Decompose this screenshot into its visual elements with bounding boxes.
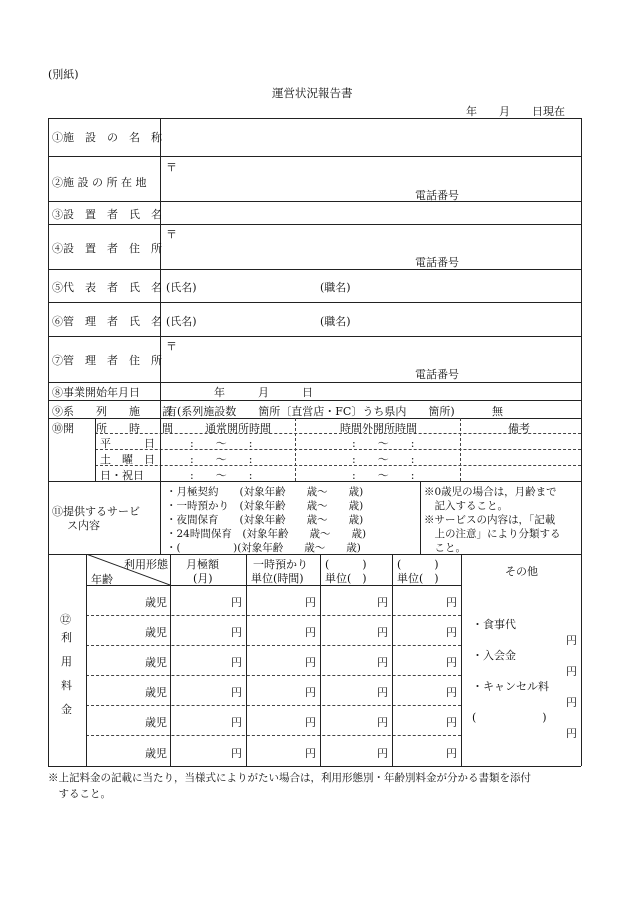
hline	[48, 224, 581, 225]
yen: 円	[377, 626, 388, 639]
phone-label: 電話番号	[415, 189, 459, 202]
fee-header: ( )	[325, 558, 367, 571]
diag-header-top: 利用形態	[124, 558, 168, 571]
age-unit: 歳児	[145, 686, 167, 699]
other-item-meal: ・食事代	[472, 618, 516, 631]
fees-label-char: 利	[61, 631, 72, 644]
footer-note-line2: すること。	[48, 788, 111, 800]
hline	[48, 336, 581, 337]
services-label-line2: ス内容	[67, 519, 100, 532]
hline-dashed	[86, 735, 461, 736]
other-item-cancel: ・キャンセル料	[472, 680, 549, 693]
hline-dashed	[86, 615, 461, 616]
other-header: その他	[505, 565, 538, 578]
yen: 円	[446, 596, 457, 609]
yen: 円	[446, 626, 457, 639]
yen: 円	[305, 596, 316, 609]
yen: 円	[566, 727, 577, 740]
service-item: ・24時間保育 (対象年齢 歳〜 歳)	[166, 528, 367, 540]
service-note: 記入すること。	[424, 500, 508, 512]
vline	[392, 554, 393, 766]
label-start-date: ⑧事業開始年月日	[52, 386, 140, 399]
title-paren: (職名)	[320, 315, 351, 328]
yen: 円	[446, 747, 457, 760]
hline-dashed	[86, 705, 461, 706]
vline	[48, 118, 49, 766]
fee-header: ( )	[397, 558, 439, 571]
yen: 円	[231, 747, 242, 760]
postal-mark: 〒	[166, 340, 177, 353]
yen: 円	[305, 686, 316, 699]
label-founder-name: ③設 置 者 氏 名	[52, 208, 162, 221]
label-founder-address: ④設 置 者 住 所	[52, 242, 162, 255]
day-saturday: 土 曜 日	[100, 453, 155, 466]
day-weekday: 平 日	[100, 437, 155, 450]
yen: 円	[305, 716, 316, 729]
yen: 円	[566, 665, 577, 678]
name-paren: (氏名)	[166, 315, 197, 328]
vline	[320, 554, 321, 766]
label-manager-address: ⑦管 理 者 住 所	[52, 354, 162, 367]
label-representative-name: ⑤代 表 者 氏 名	[52, 281, 162, 294]
postal-mark: 〒	[166, 161, 177, 174]
vline	[86, 554, 87, 766]
fee-header-sub: 単位(時間)	[251, 572, 304, 585]
date-line: 年 月 日現在	[466, 105, 565, 118]
yen: 円	[231, 626, 242, 639]
yen: 円	[446, 686, 457, 699]
yen: 円	[305, 656, 316, 669]
service-item: ・( )(対象年齢 歳〜 歳)	[166, 542, 361, 554]
yen: 円	[377, 596, 388, 609]
hline	[48, 269, 581, 270]
vline	[420, 481, 421, 554]
hours-range: : 〜 :	[190, 469, 253, 482]
hline	[48, 382, 581, 383]
fee-header-sub: 単位( )	[397, 572, 439, 585]
hline	[48, 201, 581, 202]
age-unit: 歳児	[145, 626, 167, 639]
affiliate-none: 無	[492, 405, 503, 418]
day-holiday: 日・祝日	[100, 469, 144, 482]
hline-dashed	[86, 675, 461, 676]
service-item: ・夜間保育 (対象年齢 歳〜 歳)	[166, 514, 364, 526]
fee-header-sub: 単位( )	[325, 572, 367, 585]
hours-range: : 〜 :	[352, 469, 415, 482]
document-title: 運営状況報告書	[272, 86, 353, 100]
yen: 円	[377, 686, 388, 699]
vline-dashed	[295, 418, 296, 481]
vline	[170, 554, 171, 766]
phone-label: 電話番号	[415, 368, 459, 381]
vline	[160, 481, 161, 554]
service-note: ※サービスの内容は，「記載	[424, 514, 556, 526]
service-item: ・月極契約 (対象年齢 歳〜 歳)	[166, 486, 364, 498]
hours-range: : 〜 :	[352, 453, 415, 466]
other-item-blank: ( )	[472, 711, 547, 724]
hline-dashed	[86, 645, 461, 646]
hours-range: : 〜 :	[190, 437, 253, 450]
yen: 円	[377, 747, 388, 760]
age-unit: 歳児	[145, 747, 167, 760]
vline	[461, 554, 462, 766]
other-item-entry: ・入会金	[472, 649, 516, 662]
phone-label: 電話番号	[415, 256, 459, 269]
hline	[48, 400, 581, 401]
vline	[246, 554, 247, 766]
hline-dashed	[95, 449, 581, 450]
fee-header: 月極額	[186, 558, 219, 571]
fee-header-sub: (月)	[193, 572, 213, 585]
yen: 円	[231, 686, 242, 699]
yen: 円	[305, 626, 316, 639]
age-unit: 歳児	[145, 596, 167, 609]
name-paren: (氏名)	[166, 281, 197, 294]
yen: 円	[377, 656, 388, 669]
fees-label-num: ⑫	[60, 613, 71, 626]
diag-header-bottom: 年齢	[91, 573, 113, 586]
annex-label: (別紙)	[48, 68, 79, 81]
hours-range: : 〜 :	[190, 453, 253, 466]
label-manager-name: ⑥管 理 者 氏 名	[52, 315, 162, 328]
service-item: ・一時預かり (対象年齢 歳〜 歳)	[166, 500, 364, 512]
yen: 円	[446, 716, 457, 729]
yen: 円	[446, 656, 457, 669]
label-facility-address: ②施 設 の 所 在 地	[52, 176, 147, 189]
label-affiliates: ⑨系 列 施 設	[52, 405, 173, 418]
yen: 円	[566, 696, 577, 709]
yen: 円	[566, 634, 577, 647]
age-unit: 歳児	[145, 656, 167, 669]
age-unit: 歳児	[145, 716, 167, 729]
title-paren: (職名)	[320, 281, 351, 294]
hline-dashed	[95, 465, 581, 466]
label-opening-hours: ⑩開 所 時 間	[52, 422, 173, 435]
hline	[48, 302, 581, 303]
hours-range: : 〜 :	[352, 437, 415, 450]
col-extra-hours: 時間外開所時間	[340, 422, 417, 435]
yen: 円	[231, 716, 242, 729]
service-note: こと。	[424, 542, 466, 554]
col-remarks: 備考	[508, 422, 530, 435]
vline	[581, 118, 582, 766]
fees-label-char: 用	[61, 655, 72, 668]
hline	[48, 156, 581, 157]
yen: 円	[231, 596, 242, 609]
fees-label-char: 金	[61, 703, 72, 716]
hline	[48, 766, 581, 767]
fee-header: 一時預かり	[253, 558, 308, 571]
start-date-value: 年 月 日	[214, 386, 313, 399]
service-note: 上の注意」により分類する	[424, 528, 561, 540]
yen: 円	[231, 656, 242, 669]
hline	[48, 118, 581, 119]
service-note: ※0歳児の場合は，月齢まで	[424, 486, 557, 498]
yen: 円	[305, 747, 316, 760]
postal-mark: 〒	[166, 228, 177, 241]
services-label-line1: ⑪提供するサービ	[52, 505, 140, 518]
vline-dashed	[460, 418, 461, 481]
affiliate-text: 有(系列施設数 箇所〔直営店・FC〕うち県内 箇所)	[166, 405, 455, 418]
yen: 円	[377, 716, 388, 729]
col-regular-hours: 通常開所時間	[205, 422, 271, 435]
label-facility-name: ①施 設 の 名 称	[52, 131, 162, 144]
footer-note-line1: ※上記料金の記載に当たり，当様式によりがたい場合は，利用形態別・年齢別料金が分かる書類を添付	[48, 772, 531, 784]
fees-label-char: 料	[61, 679, 72, 692]
